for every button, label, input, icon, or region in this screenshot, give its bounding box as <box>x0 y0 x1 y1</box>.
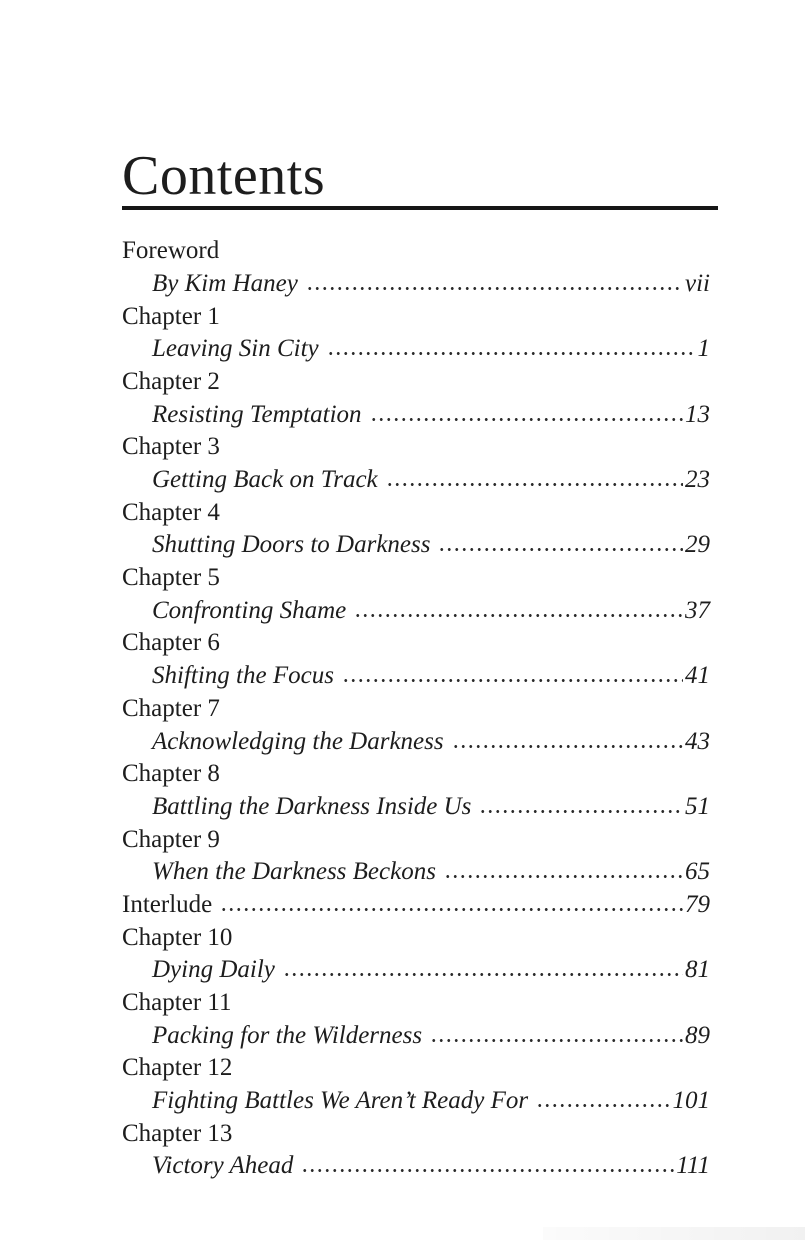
dot-leader <box>220 907 683 912</box>
toc-entry-heading-row <box>122 627 710 660</box>
toc-entry-subtitle: Leaving Sin City <box>152 335 319 363</box>
toc-entry-heading: Chapter 1 <box>122 302 220 330</box>
toc-entry-subtitle-row <box>122 399 710 432</box>
toc-entry-heading: Chapter 4 <box>122 498 220 526</box>
toc-entry-subtitle: Getting Back on Track <box>152 466 378 493</box>
toc-entry-heading: Chapter 6 <box>122 629 220 657</box>
dot-leader <box>301 1168 674 1173</box>
toc-entry-subtitle: Shutting Doors to Darkness <box>152 531 431 559</box>
contents-document <box>122 145 718 1183</box>
toc-entry-heading-row <box>122 922 710 955</box>
toc-entry-page-number: vii <box>685 269 710 297</box>
toc-entry-subtitle: Resisting Temptation <box>152 400 362 428</box>
toc-entry-page-number: 41 <box>685 662 710 690</box>
toc-entry-subtitle-row <box>122 595 710 628</box>
dot-leader <box>438 547 683 552</box>
toc-entry-heading-row <box>122 824 710 857</box>
toc-entry <box>122 889 710 922</box>
toc-entry-subtitle: Shifting the Focus <box>152 662 334 690</box>
scan-shadow-artifact <box>543 1227 805 1240</box>
toc-entry-page-number: 37 <box>685 596 710 624</box>
toc-entry-heading: Chapter 12 <box>122 1054 233 1082</box>
toc-entry-heading: Chapter 11 <box>122 989 232 1016</box>
toc-entry-subtitle-row <box>122 791 710 824</box>
toc-entry-subtitle-row <box>122 954 710 987</box>
dot-leader <box>370 417 683 422</box>
toc-entry-heading: Chapter 5 <box>122 564 220 592</box>
toc-entry-page-number: 101 <box>672 1087 710 1115</box>
toc-entry-heading-row <box>122 366 710 399</box>
toc-entry-subtitle: Dying Daily <box>152 956 275 984</box>
toc-entry-page-number: 29 <box>685 531 710 559</box>
toc-entry-page-number: 65 <box>685 858 710 886</box>
toc-entry-page-number: 111 <box>676 1152 710 1180</box>
toc-entry-heading-row <box>122 987 710 1020</box>
toc-entry-subtitle-row <box>122 1085 710 1118</box>
toc-entry-subtitle-row <box>122 464 710 497</box>
toc-entry-subtitle-row <box>122 333 710 366</box>
toc-entry-subtitle-row <box>122 726 710 759</box>
toc-entry-heading: Chapter 8 <box>122 760 220 788</box>
toc-entry-subtitle: By Kim Haney <box>152 269 298 297</box>
toc-entry-page-number: 1 <box>697 335 710 363</box>
toc-entry-subtitle: Fighting Battles We Aren’t Ready For <box>152 1087 529 1115</box>
dot-leader <box>430 1038 683 1043</box>
toc-entry-page-number: 43 <box>685 727 710 755</box>
toc-entry-page-number: 79 <box>685 890 710 918</box>
dot-leader <box>283 972 683 977</box>
toc-entry-page-number: 51 <box>685 792 710 820</box>
dot-leader <box>452 744 683 749</box>
toc-entry-heading-row <box>122 235 710 268</box>
toc-entry-subtitle: Battling the Darkness Inside Us <box>152 792 472 820</box>
toc-entry-page-number: 81 <box>685 956 710 984</box>
toc-entry-heading: Chapter 13 <box>122 1119 233 1147</box>
toc-entry-heading-row <box>122 1052 710 1085</box>
toc-entry-subtitle-row <box>122 529 710 562</box>
dot-leader <box>479 809 683 814</box>
toc-entry-subtitle-row <box>122 856 710 889</box>
toc-entry-heading: Chapter 10 <box>122 923 233 951</box>
table-of-contents <box>122 235 710 1183</box>
toc-entry-heading-row <box>122 758 710 791</box>
toc-entry-heading-row <box>122 301 710 334</box>
toc-entry-subtitle: Packing for the Wilderness <box>152 1021 423 1049</box>
dot-leader <box>306 286 683 291</box>
toc-entry-subtitle: Acknowledging the Darkness <box>152 727 444 755</box>
dot-leader <box>354 613 683 618</box>
toc-entry-page-number: 13 <box>685 400 710 428</box>
page-title: Contents <box>122 145 326 207</box>
toc-entry-heading: Interlude <box>122 890 213 918</box>
toc-entry-subtitle-row <box>122 268 710 301</box>
toc-entry-heading: Chapter 3 <box>122 433 220 461</box>
toc-entry-subtitle-row <box>122 660 710 693</box>
toc-entry-heading: Foreword <box>122 237 220 265</box>
toc-entry-heading: Chapter 7 <box>122 694 220 722</box>
dot-leader <box>327 351 696 356</box>
toc-entry-subtitle: When the Darkness Beckons <box>152 858 436 886</box>
toc-entry-subtitle: Victory Ahead <box>152 1152 294 1180</box>
toc-entry-heading: Chapter 9 <box>122 825 220 853</box>
dot-leader <box>342 678 683 683</box>
toc-entry-page-number: 89 <box>685 1021 710 1049</box>
toc-entry-subtitle-row <box>122 1020 710 1053</box>
toc-entry-page-number: 23 <box>685 466 710 493</box>
toc-entry-heading-row <box>122 431 710 464</box>
toc-entry-subtitle-row <box>122 1150 710 1183</box>
toc-entry-subtitle: Confronting Shame <box>152 596 347 624</box>
toc-entry-heading: Chapter 2 <box>122 367 220 395</box>
dot-leader <box>444 874 683 879</box>
dot-leader <box>386 482 683 487</box>
toc-entry-heading-row <box>122 1118 710 1151</box>
dot-leader <box>536 1103 670 1108</box>
toc-entry-heading-row <box>122 693 710 726</box>
toc-entry-heading-row <box>122 497 710 530</box>
toc-entry-heading-row <box>122 562 710 595</box>
